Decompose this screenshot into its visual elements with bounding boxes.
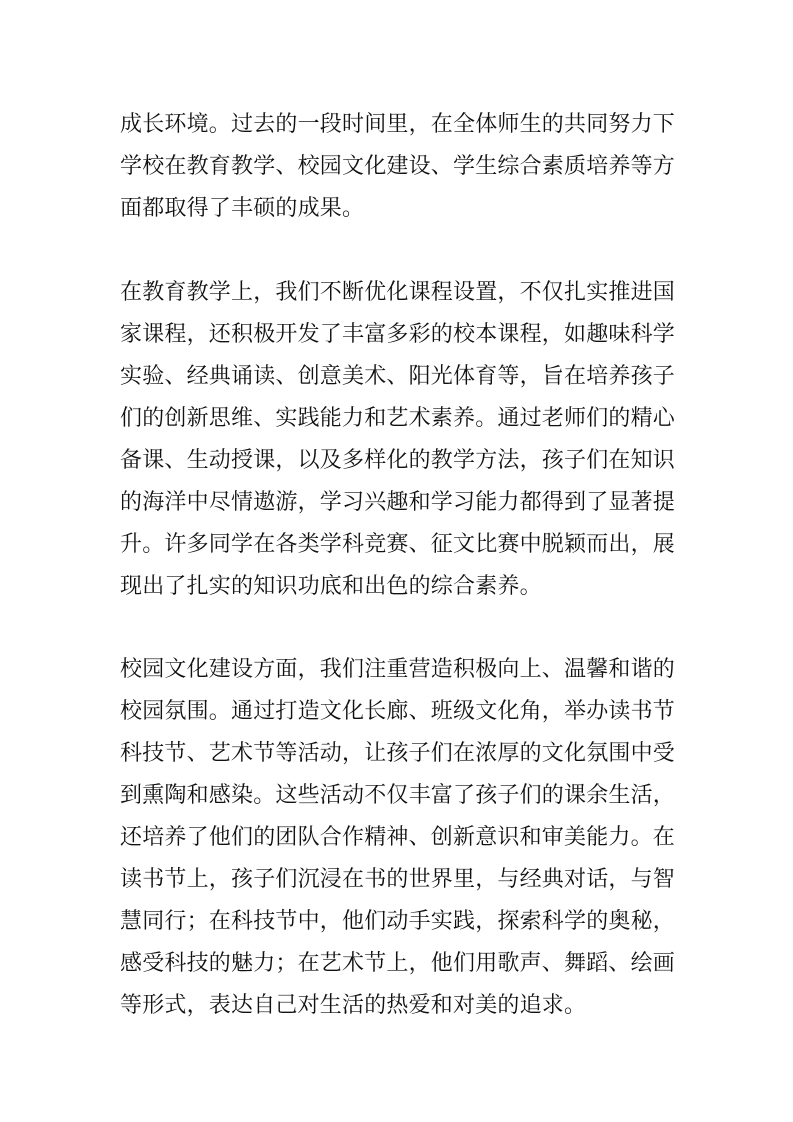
paragraph-3-line-3: 科技节、艺术节等活动，让孩子们在浓厚的文化氛围中受 — [120, 741, 676, 766]
paragraph-3-line-6: 读书节上，孩子们沉浸在书的世界里，与经典对话，与智 — [120, 867, 676, 892]
paragraph-1-line-1: 成长环境。过去的一段时间里，在全体师生的共同努力下 — [120, 112, 676, 137]
paragraph-3-line-1: 校园文化建设方面，我们注重营造积极向上、温馨和谐的 — [120, 657, 676, 682]
paragraph-3-line-2: 校园氛围。通过打造文化长廊、班级文化角，举办读书节 — [120, 699, 676, 724]
paragraph-2-line-4: 们的创新思维、实践能力和艺术素养。通过老师们的精心 — [120, 406, 676, 431]
paragraph-3-line-4: 到熏陶和感染。这些活动不仅丰富了孩子们的课余生活， — [120, 783, 676, 808]
paragraph-2-line-8: 现出了扎实的知识功底和出色的综合素养。 — [120, 574, 542, 599]
paragraph-2-line-1: 在教育教学上，我们不断优化课程设置，不仅扎实推进国 — [120, 280, 676, 305]
paragraph-3-line-8: 感受科技的魅力；在艺术节上，他们用歌声、舞蹈、绘画 — [120, 951, 676, 976]
paragraph-3-line-7: 慧同行；在科技节中，他们动手实践，探索科学的奥秘， — [120, 909, 676, 934]
paragraph-2-line-7: 升。许多同学在各类学科竞赛、征文比赛中脱颖而出，展 — [120, 532, 676, 557]
paragraph-1-line-2: 学校在教育教学、校园文化建设、学生综合素质培养等方 — [120, 154, 676, 179]
paragraph-2-line-3: 实验、经典诵读、创意美术、阳光体育等，旨在培养孩子 — [120, 364, 676, 389]
paragraph-2-line-6: 的海洋中尽情遨游，学习兴趣和学习能力都得到了显著提 — [120, 490, 676, 515]
paragraph-2-line-5: 备课、生动授课，以及多样化的教学方法，孩子们在知识 — [120, 448, 676, 473]
paragraph-3-line-5: 还培养了他们的团队合作精神、创新意识和审美能力。在 — [120, 825, 676, 850]
paragraph-2-line-2: 家课程，还积极开发了丰富多彩的校本课程，如趣味科学 — [120, 322, 676, 347]
paragraph-1-line-3: 面都取得了丰硕的成果。 — [120, 196, 365, 221]
paragraph-3-line-9: 等形式，表达自己对生活的热爱和对美的追求。 — [120, 993, 587, 1018]
